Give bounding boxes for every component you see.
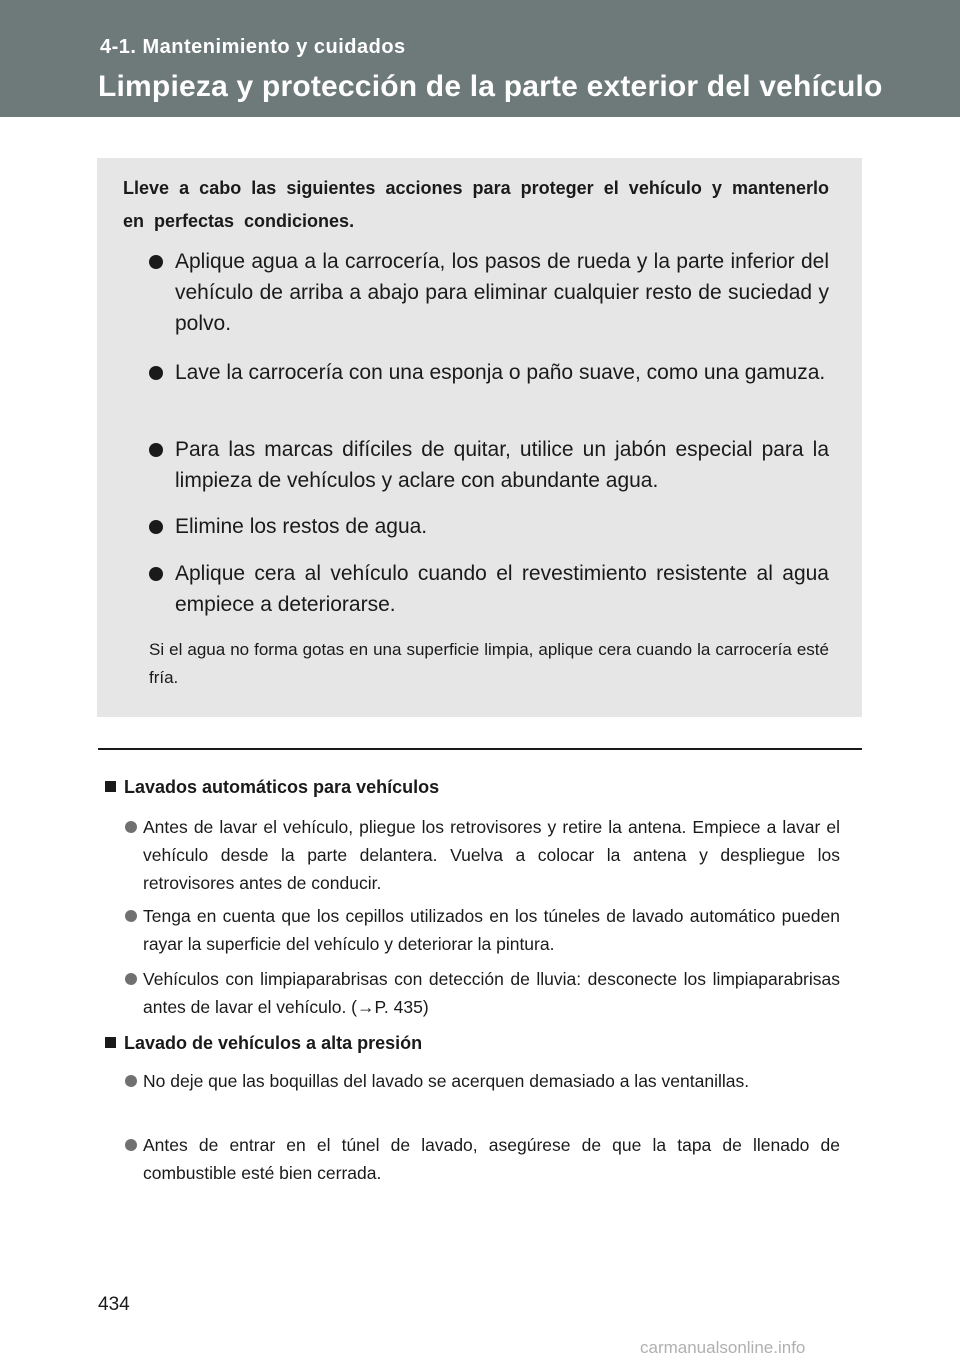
section-label: 4-1. Mantenimiento y cuidados xyxy=(100,36,406,58)
step-text: Para las marcas difíciles de quitar, utilice un jabón especial para la limpieza de vehículos y aclare con abundante agua. xyxy=(175,438,829,492)
intro-note: Si el agua no forma gotas en una superficie limpia, aplique cera cuando la carrocería esté fría. xyxy=(149,640,829,687)
bullet-icon xyxy=(149,443,163,457)
step-text: Aplique agua a la carrocería, los pasos de rueda y la parte inferior del vehículo de arriba a abajo para eliminar cualquier resto de suciedad y polvo. xyxy=(175,250,829,335)
list-item xyxy=(125,965,840,1021)
chapter-header xyxy=(0,0,960,117)
page-title: Limpieza y protección de la parte exterior del vehículo xyxy=(98,70,883,103)
step-item xyxy=(149,246,829,339)
bullet-icon xyxy=(149,567,163,581)
step-item xyxy=(149,434,829,496)
step-text: Aplique cera al vehículo cuando el revestimiento resistente al agua empiece a deteriorarse. xyxy=(175,562,829,616)
list-item-text: No deje que las boquillas del lavado se acerquen demasiado a las ventanillas. xyxy=(143,1071,750,1091)
bullet-icon xyxy=(125,973,137,985)
subheading-text: Lavados automáticos para vehículos xyxy=(124,777,440,797)
watermark: carmanualsonline.info xyxy=(640,1338,806,1357)
list-item xyxy=(125,902,840,958)
list-item xyxy=(125,1131,840,1187)
bullet-icon xyxy=(125,1139,137,1151)
bullet-icon xyxy=(125,821,137,833)
subheading xyxy=(105,777,439,798)
subheading-text: Lavado de vehículos a alta presión xyxy=(124,1033,423,1053)
bullet-icon xyxy=(149,255,163,269)
step-item xyxy=(149,511,829,542)
step-item xyxy=(149,357,829,388)
list-item-text: Tenga en cuenta que los cepillos utilizados en los túneles de lavado automático pueden rayar la superficie del vehículo y deteriorar la pintura. xyxy=(143,906,840,954)
bullet-icon xyxy=(125,910,137,922)
step-item xyxy=(149,558,829,620)
list-item-text: Vehículos con limpiaparabrisas con detección de lluvia: desconecte los limpiaparabrisas antes de lavar el vehículo. (→P. 435) xyxy=(143,969,840,1017)
step-text: Lave la carrocería con una esponja o paño suave, como una gamuza. xyxy=(175,361,826,384)
intro-text: Lleve a cabo las siguientes acciones para proteger el vehículo y mantenerlo en perfectas condiciones. xyxy=(123,178,829,231)
list-item-text: Antes de lavar el vehículo, pliegue los retrovisores y retire la antena. Empiece a lavar el vehículo desde la parte delantera. Vuelva a colocar la antena y despliegue los retrovisores antes de conducir. xyxy=(143,817,840,893)
bullet-icon xyxy=(149,520,163,534)
list-item xyxy=(125,813,840,897)
square-bullet-icon xyxy=(105,781,116,792)
page-number: 434 xyxy=(98,1294,130,1315)
bullet-icon xyxy=(149,366,163,380)
divider xyxy=(98,748,862,750)
subheading xyxy=(105,1033,422,1054)
square-bullet-icon xyxy=(105,1037,116,1048)
list-item xyxy=(125,1067,840,1095)
intro-box xyxy=(97,158,862,717)
step-text: Elimine los restos de agua. xyxy=(175,515,428,538)
list-item-text: Antes de entrar en el túnel de lavado, asegúrese de que la tapa de llenado de combustible esté bien cerrada. xyxy=(143,1135,840,1183)
bullet-icon xyxy=(125,1075,137,1087)
